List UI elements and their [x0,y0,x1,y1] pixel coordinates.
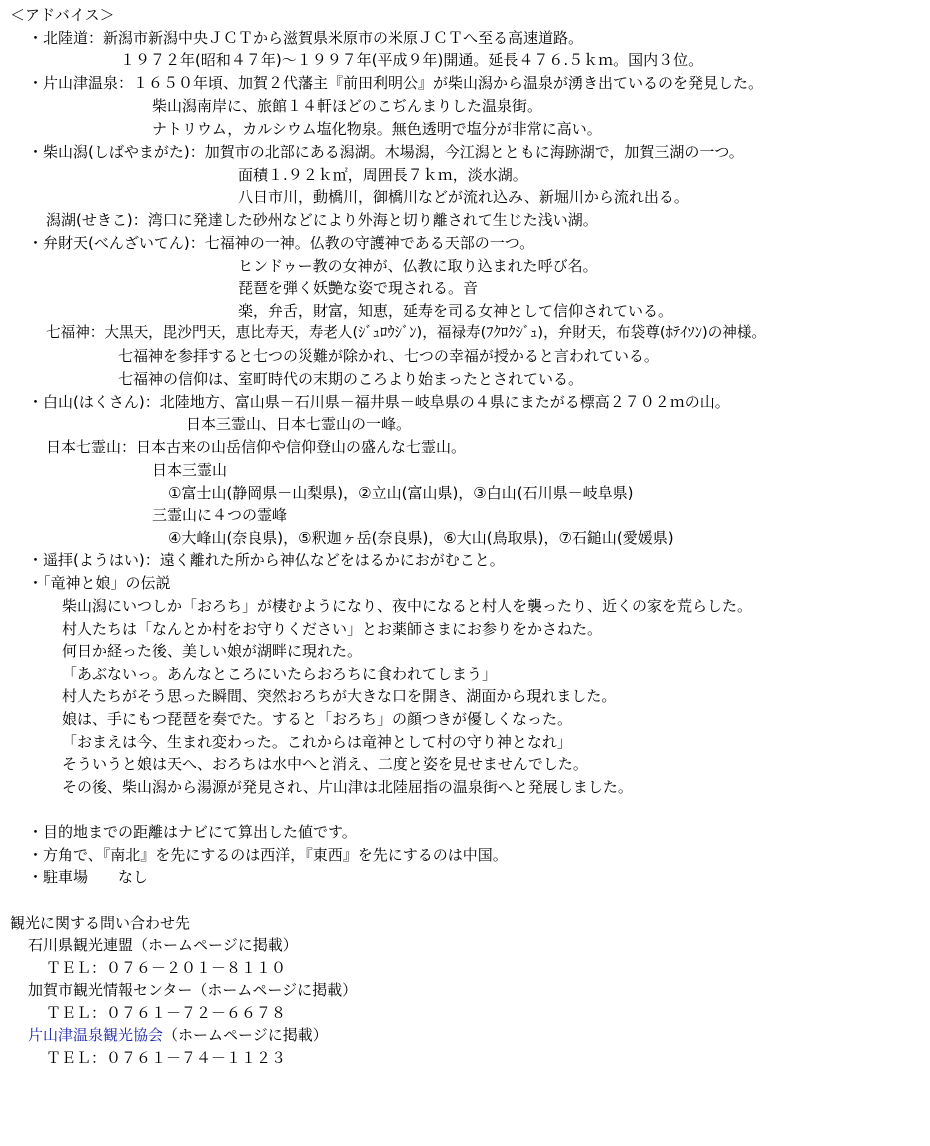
advice-heading: ＜アドバイス＞ [10,6,115,24]
hokuriku-expressway-line-1: ・北陸道：新潟市新潟中央ＪＣＴから滋賀県米原市の米原ＪＣＴへ至る高速道路。 [28,29,584,47]
shichifukujin-line-1: 七福神：大黒天，毘沙門天，恵比寿天，寿老人(ｼﾞｭﾛｳｼﾞﾝ)，福禄寿(ﾌｸﾛｸｼﾞｭ)，弁財天，布袋尊(ﾎﾃｲｿﾝ)の神様。 [46,324,767,341]
legend-line-7: 「おまえは今、生まれ変わった。これからは竜神として村の守り神となれ」 [62,733,572,751]
legend-line-3: 何日か経った後、美しい娘が湖畔に現れた。 [62,642,363,660]
shibayamagata-line-3: 八日市川，動橋川，御橋川などが流れ込み、新堀川から流れ出る。 [238,188,689,206]
legend-line-4: 「あぶないっ。あんなところにいたらおろちに食われてしまう」 [62,665,498,683]
nanareizan-line-1: 日本七霊山：日本古来の山岳信仰や信仰登山の盛んな七霊山。 [46,438,467,456]
nanareizan-line-3: ①富士山(静岡県－山梨県)，②立山(富山県)，③白山(石川県－岐阜県) [168,484,634,502]
nanareizan-line-5: ④大峰山(奈良県)，⑤釈迦ヶ岳(奈良県)，⑥大山(鳥取県)，⑦石鎚山(愛媛県) [168,529,674,547]
katayamazu-association-tel: ＴＥＬ：０７６１－７４－１１２３ [46,1049,287,1067]
distance-note: ・目的地までの距離はナビにて算出した値です。 [28,823,357,841]
nanareizan-line-4: 三霊山に４つの霊峰 [152,506,288,524]
legend-title: ・「竜神と娘」の伝説 [28,574,171,592]
contacts-heading: 観光に関する問い合わせ先 [10,914,191,932]
legend-line-8: そういうと娘は天へ、おろちは水中へと消え、二度と姿を見せませんでした。 [62,755,588,773]
hakusan-line-2: 日本三霊山、日本七霊山の一峰。 [186,415,412,433]
legend-line-1: 柴山潟にいつしか「おろち」が棲むようになり、夜中になると村人を襲ったり、近くの家を荒らした。 [62,597,753,615]
parking-note: ・駐車場 なし [28,868,149,886]
katayamazu-onsen-line-1: ・片山津温泉：１６５０年頃、加賀２代藩主『前田利明公』が柴山潟から温泉が湧き出ているのを発見した。 [28,74,764,92]
benzaiten-line-2: ヒンドゥー教の女神が、仏教に取り込まれた呼び名。 [238,257,598,275]
benzaiten-line-4: 楽，弁舌，財富，知恵，延寿を司る女神として信仰されている。 [238,302,674,320]
kaga-info-center-name: 加賀市観光情報センター（ホームページに掲載） [28,981,358,999]
shibayamagata-line-2: 面積１.９２ｋ㎡，周囲長７ｋｍ，淡水湖。 [238,166,528,184]
katayamazu-association-link[interactable]: 片山津温泉観光協会 [28,1026,164,1044]
legend-line-2: 村人たちは「なんとか村をお守りください」とお薬師さまにお参りをかさねた。 [62,620,603,638]
youhai-definition: ・遥拝(ようはい)：遠く離れた所から神仏などをはるかにおがむこと。 [28,551,505,569]
shichifukujin-line-3: 七福神の信仰は、室町時代の末期のころより始まったとされている。 [118,370,584,388]
direction-note: ・方角で、『南北』を先にするのは西洋，『東西』を先にするのは中国。 [28,846,508,864]
legend-line-6: 娘は、手にもつ琵琶を奏でた。すると「おろち」の顔つきが優しくなった。 [62,710,573,728]
katayamazu-association-suffix: （ホームページに掲載） [163,1026,328,1044]
katayamazu-onsen-line-2: 柴山潟南岸に、旅館１４軒ほどのこぢんまりした温泉街。 [152,97,543,115]
kaga-info-center-tel: ＴＥＬ：０７６１－７２－６６７８ [46,1004,287,1022]
sekiko-definition: 潟湖(せきこ)：湾口に発達した砂州などにより外海と切り離されて生じた浅い湖。 [46,211,598,229]
legend-line-5: 村人たちがそう思った瞬間、突然おろちが大きな口を開き、湖面から現れました。 [62,687,617,705]
benzaiten-line-3: 琵琶を弾く妖艶な姿で現される。音 [238,279,479,297]
ishikawa-federation-tel: ＴＥＬ：０７６－２０１－８１１０ [46,959,287,977]
legend-line-9: その後、柴山潟から湯源が発見され、片山津は北陸屈指の温泉街へと発展しました。 [62,778,633,796]
hakusan-line-1: ・白山(はくさん)：北陸地方、富山県－石川県－福井県－岐阜県の４県にまたがる標高２７０２ｍの山。 [28,393,730,411]
ishikawa-federation-name: 石川県観光連盟（ホームページに掲載） [28,936,298,954]
shichifukujin-line-2: 七福神を参拝すると七つの災難が除かれ、七つの幸福が授かると言われている。 [118,347,659,365]
hokuriku-expressway-line-2: １９７２年(昭和４７年)～１９９７年(平成９年)開通。延長４７６.５ｋｍ。国内３位。 [120,51,704,69]
benzaiten-line-1: ・弁財天(べんざいてん)：七福神の一神。仏教の守護神である天部の一つ。 [28,234,535,252]
katayamazu-onsen-line-3: ナトリウム，カルシウム塩化物泉。無色透明で塩分が非常に高い。 [152,120,602,138]
katayamazu-association-row [28,1024,328,1046]
shibayamagata-line-1: ・柴山潟(しばやまがた)：加賀市の北部にある潟湖。木場潟，今江潟とともに海跡湖で，加賀三湖の一つ。 [28,143,744,161]
nanareizan-line-2: 日本三霊山 [152,461,228,479]
